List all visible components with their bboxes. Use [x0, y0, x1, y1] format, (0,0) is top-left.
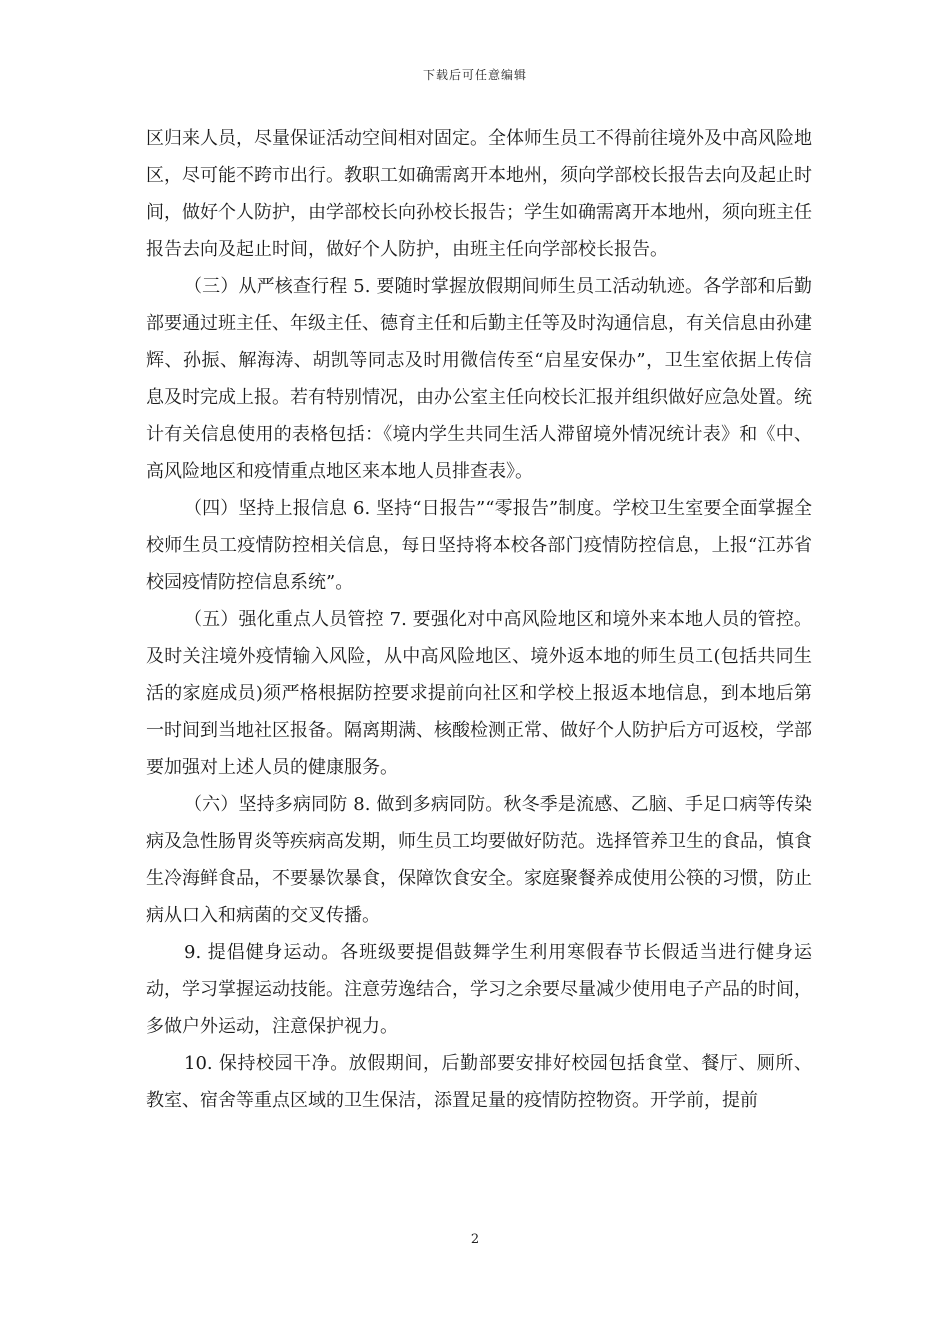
paragraph-6: 9. 提倡健身运动。各班级要提倡鼓舞学生利用寒假春节长假适当进行健身运动，学习掌握运动技能。注意劳逸结合，学习之余要尽量减少使用电子产品的时间，多做户外运动，注意保护视力。	[146, 942, 812, 1037]
paragraph-5: （六）坚持多病同防 8. 做到多病同防。秋冬季是流感、乙脑、手足口病等传染病及急性肠胃炎等疾病高发期，师生员工均要做好防范。选择管养卫生的食品，慎食生冷海鲜食品，不要暴饮暴食，保障饮食安全。家庭聚餐养成使用公筷的习惯，防止病从口入和病菌的交叉传播。	[146, 794, 812, 926]
paragraph-2: （三）从严核查行程 5. 要随时掌握放假期间师生员工活动轨迹。各学部和后勤部要通过班主任、年级主任、德育主任和后勤主任等及时沟通信息，有关信息由孙建辉、孙振、解海涛、胡凯等同志及时用微信传至“启星安保办”，卫生室依据上传信息及时完成上报。若有特别情况，由办公室主任向校长汇报并组织做好应急处置。统计有关信息使用的表格包括：《境内学生共同生活人滞留境外情况统计表》和《中、高风险地区和疫情重点地区来本地人员排查表》。	[146, 276, 812, 482]
paragraph-4: （五）强化重点人员管控 7. 要强化对中高风险地区和境外来本地人员的管控。及时关注境外疫情输入风险，从中高风险地区、境外返本地的师生员工(包括共同生活的家庭成员)须严格根据防控要求提前向社区和学校上报返本地信息，到本地后第一时间到当地社区报备。隔离期满、核酸检测正常、做好个人防护后方可返校，学部要加强对上述人员的健康服务。	[146, 609, 812, 778]
page-number: 2	[470, 1232, 480, 1247]
page-header: 下载后可任意编辑	[422, 68, 527, 82]
paragraph-7: 10. 保持校园干净。放假期间，后勤部要安排好校园包括食堂、餐厅、厕所、教室、宿舍等重点区域的卫生保洁，添置足量的疫情防控物资。开学前，提前	[146, 1053, 812, 1111]
paragraph-3: （四）坚持上报信息 6. 坚持“日报告”“零报告”制度。学校卫生室要全面掌握全校师生员工疫情防控相关信息，每日坚持将本校各部门疫情防控信息，上报“江苏省校园疫情防控信息系统”。	[146, 498, 812, 593]
document-body	[146, 120, 812, 1119]
paragraph-1: 区归来人员，尽量保证活动空间相对固定。全体师生员工不得前往境外及中高风险地区，尽可能不跨市出行。教职工如确需离开本地州，须向学部校长报告去向及起止时间，做好个人防护，由学部校长向孙校长报告；学生如确需离开本地州，须向班主任报告去向及起止时间，做好个人防护，由班主任向学部校长报告。	[146, 128, 812, 260]
